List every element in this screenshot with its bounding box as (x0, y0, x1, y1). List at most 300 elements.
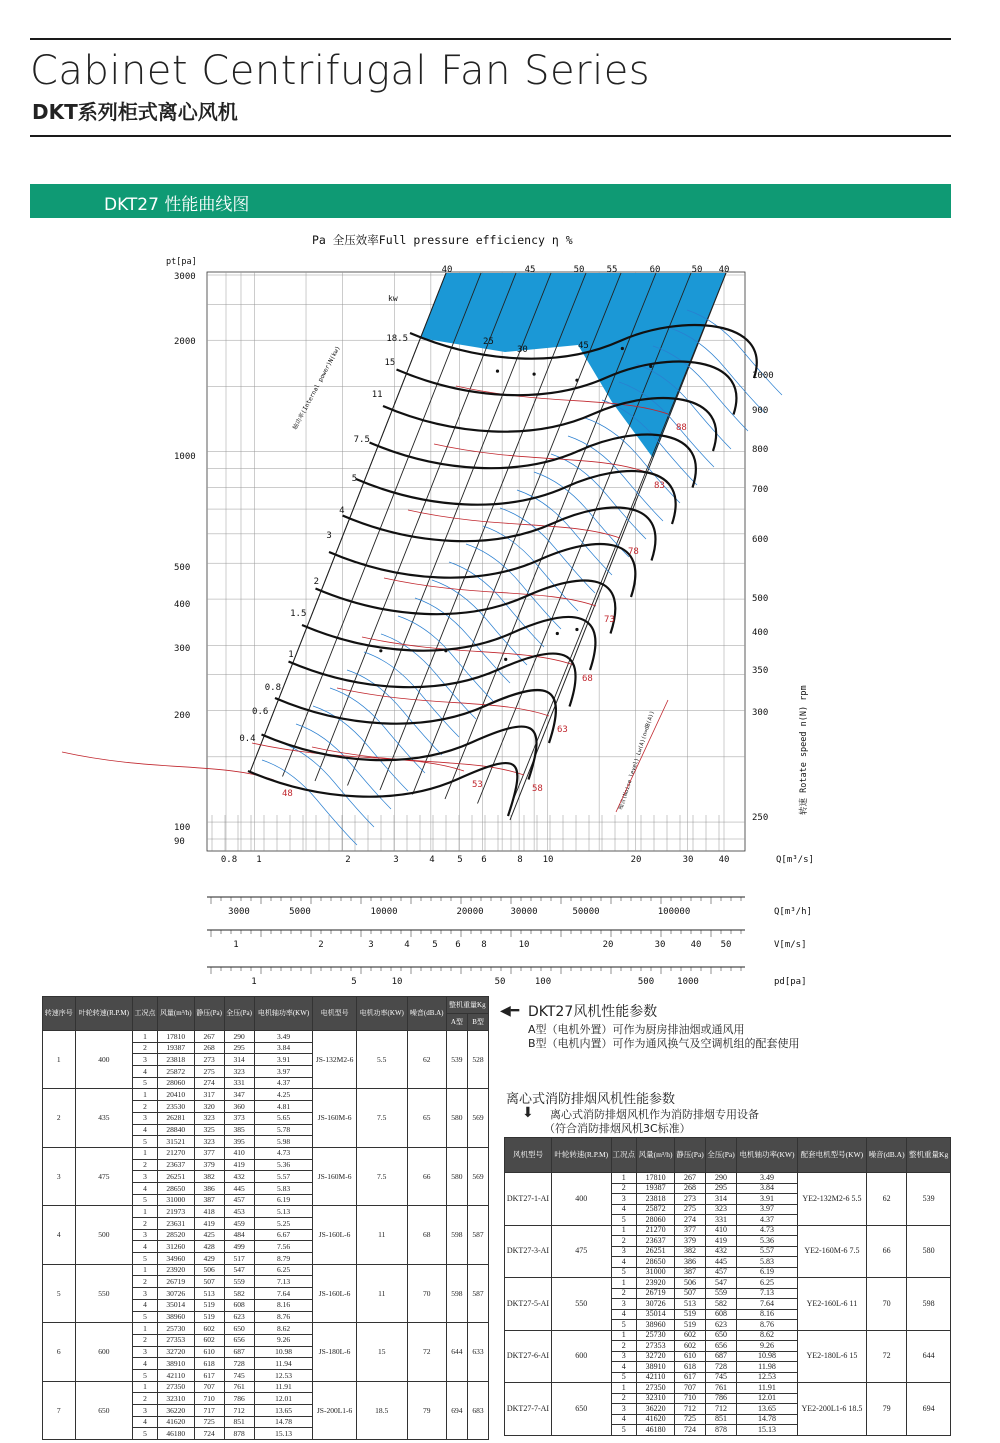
table-cell: 14.78 (254, 1416, 313, 1428)
table-cell: 5.36 (737, 1236, 798, 1247)
table-row (43, 1147, 489, 1159)
table-cell: 2 (133, 1218, 158, 1230)
table-cell: 5.57 (737, 1246, 798, 1257)
table-row (43, 1089, 489, 1101)
table-header-cell: 整机重量Kg (907, 1138, 951, 1173)
efficiency-contour-label: 73 (604, 615, 615, 625)
table-row (505, 1225, 951, 1236)
table-cell: 38960 (157, 1311, 194, 1323)
speed-curve (275, 690, 556, 743)
table-cell: 275 (675, 1204, 706, 1215)
table-cell: 499 (224, 1241, 254, 1253)
scale-tick-label: 5 (351, 977, 357, 987)
table-cell: 4.37 (254, 1077, 313, 1089)
table-cell: 712 (706, 1404, 737, 1415)
table-cell: 547 (706, 1278, 737, 1289)
table-cell: 4 (133, 1182, 158, 1194)
weight-b-cell: 587 (468, 1206, 489, 1264)
table-cell: 5 (611, 1425, 637, 1436)
power-value-label: 5 (351, 474, 358, 484)
table-cell: 2 (611, 1393, 637, 1404)
table-cell: 387 (675, 1267, 706, 1278)
table-cell: 27350 (637, 1383, 675, 1394)
table-cell: 602 (675, 1330, 706, 1341)
efficiency-contour-label: 58 (532, 784, 543, 794)
speed-no-cell: 5 (43, 1264, 76, 1322)
scale-tick-label: 5 (432, 940, 438, 950)
table-header-row (505, 1138, 951, 1173)
title-bottom-rule (30, 135, 951, 137)
table-cell: 1 (133, 1089, 158, 1101)
motor-power-cell: 11 (356, 1206, 407, 1264)
table-cell: 2 (133, 1042, 158, 1054)
table-cell: 3.97 (254, 1066, 313, 1078)
power-line (551, 454, 646, 539)
table-header-row (43, 997, 489, 1014)
table-cell: 27350 (157, 1381, 194, 1393)
table-subheader-cell: B型 (468, 1014, 489, 1031)
table-cell: 28840 (157, 1124, 194, 1136)
x-tick-label: 4 (429, 855, 435, 865)
table-cell: 373 (224, 1112, 254, 1124)
smoke-fan-performance-table (504, 1137, 951, 1436)
scale-unit: V[m/s] (774, 940, 807, 950)
table-cell: 1 (611, 1173, 637, 1184)
noise-cell: 62 (866, 1173, 906, 1226)
y-tick-label: 300 (174, 644, 191, 654)
table-cell: 31000 (157, 1194, 194, 1206)
x-tick-label: 20 (630, 855, 642, 865)
table-cell: 6.19 (254, 1194, 313, 1206)
scale-tick-label: 100 (534, 977, 552, 987)
table-cell: 610 (675, 1351, 706, 1362)
table-cell: 10.98 (737, 1351, 798, 1362)
table-cell: 761 (224, 1381, 254, 1393)
table-cell: 268 (194, 1042, 224, 1054)
motor-cell: YE2-180L-6 15 (797, 1330, 866, 1383)
table-cell: 379 (675, 1236, 706, 1247)
table-cell: 2 (133, 1393, 158, 1405)
table-cell: 1 (133, 1264, 158, 1276)
scale-tick-label: 5000 (289, 907, 311, 917)
x-tick-label: 30 (682, 855, 694, 865)
speed-curve-point (504, 658, 507, 661)
table-cell: 46180 (157, 1428, 194, 1440)
efficiency-contour (362, 637, 574, 665)
model-cell: DKT27-1-AI (505, 1173, 552, 1226)
motor-cell: YE2-132M2-6 5.5 (797, 1173, 866, 1226)
table-cell: 23530 (157, 1101, 194, 1113)
table-cell: 5 (133, 1136, 158, 1148)
noise-cell: 70 (407, 1264, 446, 1322)
power-value-label: 3 (326, 531, 332, 541)
table-cell: 418 (194, 1206, 224, 1218)
motor-cell: JS-180L-6 (313, 1323, 356, 1381)
motor-cell: YE2-160M-6 7.5 (797, 1225, 866, 1278)
table-cell: 12.01 (737, 1393, 798, 1404)
speed-tick-label: 800 (752, 445, 769, 455)
table-cell: 15.13 (254, 1428, 313, 1440)
table-cell: 41620 (637, 1414, 675, 1425)
x-tick-label: 6 (481, 855, 487, 865)
scale-tick-label: 30000 (510, 907, 538, 917)
table-cell: 725 (675, 1414, 706, 1425)
dkt27-arrow-icon: ◀━ (500, 1003, 520, 1019)
table-header-cell: 静压(Pa) (194, 997, 224, 1031)
speed-no-cell: 2 (43, 1089, 76, 1147)
table-cell: 6.67 (254, 1229, 313, 1241)
efficiency-contour-label: 63 (557, 725, 568, 735)
table-cell: 42110 (637, 1372, 675, 1383)
table-cell: 26251 (637, 1246, 675, 1257)
table-cell: 5 (611, 1372, 637, 1383)
table-cell: 23637 (157, 1159, 194, 1171)
table-cell: 745 (224, 1369, 254, 1381)
efficiency-top-tick: 60 (649, 265, 661, 275)
table-cell: 385 (224, 1124, 254, 1136)
speed-curve-point (575, 379, 578, 382)
noise-cell: 66 (407, 1147, 446, 1205)
table-cell: 5 (133, 1369, 158, 1381)
table-cell: 432 (224, 1171, 254, 1183)
table-cell: 274 (675, 1215, 706, 1226)
table-cell: 4.73 (254, 1147, 313, 1159)
table-row (505, 1278, 951, 1289)
table-cell: 12.01 (254, 1393, 313, 1405)
table-cell: 1 (133, 1031, 158, 1043)
weight-b-cell: 587 (468, 1264, 489, 1322)
rpm-cell: 550 (551, 1278, 611, 1331)
table-cell: 11.98 (737, 1362, 798, 1373)
weight-cell: 644 (907, 1330, 951, 1383)
y-tick-label: 3000 (174, 272, 196, 282)
table-cell: 2 (611, 1341, 637, 1352)
weight-b-cell: 528 (468, 1031, 489, 1089)
rpm-cell: 600 (75, 1323, 133, 1381)
model-cell: DKT27-6-AI (505, 1330, 552, 1383)
table-cell: 547 (224, 1264, 254, 1276)
power-value-label: 0.6 (252, 707, 269, 717)
table-cell: 519 (675, 1309, 706, 1320)
speed-curve-point (444, 649, 447, 652)
table-cell: 347 (224, 1089, 254, 1101)
table-cell: 507 (194, 1276, 224, 1288)
table-cell: 5.25 (254, 1218, 313, 1230)
table-cell: 25872 (157, 1066, 194, 1078)
chart-power-lines (262, 310, 782, 845)
table-cell: 3 (133, 1405, 158, 1417)
table-cell: 5 (133, 1311, 158, 1323)
weight-b-cell: 569 (468, 1147, 489, 1205)
table-cell: 11.94 (254, 1358, 313, 1370)
table-cell: 320 (194, 1101, 224, 1113)
table-cell: 32310 (637, 1393, 675, 1404)
table-cell: 38910 (637, 1362, 675, 1373)
table-cell: 26281 (157, 1112, 194, 1124)
table-cell: 3.84 (254, 1042, 313, 1054)
table-header-cell: 整机重量Kg (446, 997, 488, 1014)
motor-cell: JS-132M2-6 (313, 1031, 356, 1089)
table-cell: 11.91 (737, 1383, 798, 1394)
table-cell: 623 (706, 1320, 737, 1331)
table-cell: 1 (133, 1381, 158, 1393)
noise-cell: 65 (407, 1089, 446, 1147)
table-cell: 9.26 (254, 1334, 313, 1346)
motor-cell: JS-160L-6 (313, 1264, 356, 1322)
table-cell: 4 (133, 1299, 158, 1311)
table-header-cell: 风量(m³/h) (637, 1138, 675, 1173)
table-cell: 3 (133, 1054, 158, 1066)
table-cell: 323 (194, 1136, 224, 1148)
speed-curve (302, 617, 595, 670)
table-cell: 395 (224, 1136, 254, 1148)
table-header-cell: 配套电机型号(KW) (797, 1138, 866, 1173)
table-cell: 4 (133, 1124, 158, 1136)
table-cell: 25730 (637, 1330, 675, 1341)
noise-cell: 70 (866, 1278, 906, 1331)
table-row (505, 1173, 951, 1184)
weight-a-cell: 539 (446, 1031, 467, 1089)
table-cell: 23920 (157, 1264, 194, 1276)
table-cell: 36220 (157, 1405, 194, 1417)
table-cell: 453 (224, 1206, 254, 1218)
weight-cell: 598 (907, 1278, 951, 1331)
noise-cell: 68 (407, 1206, 446, 1264)
table-cell: 786 (224, 1393, 254, 1405)
table-header-cell: 叶轮转速(R.P.M) (551, 1138, 611, 1173)
table-cell: 5.13 (254, 1206, 313, 1218)
table-cell: 26719 (157, 1276, 194, 1288)
table-cell: 5 (611, 1215, 637, 1226)
power-value-label: 4 (339, 506, 345, 516)
table-cell: 26251 (157, 1171, 194, 1183)
table-cell: 425 (194, 1229, 224, 1241)
scale-tick-label: 500 (637, 977, 655, 987)
table-cell: 28060 (157, 1077, 194, 1089)
table-cell: 4 (611, 1414, 637, 1425)
table-cell: 3 (133, 1288, 158, 1300)
y-tick-label: 100 (174, 823, 191, 833)
motor-power-cell: 15 (356, 1323, 407, 1381)
table-row (43, 1031, 489, 1043)
table-cell: 21270 (637, 1225, 675, 1236)
table-cell: 506 (675, 1278, 706, 1289)
table-cell: 728 (224, 1358, 254, 1370)
table-cell: 786 (706, 1393, 737, 1404)
smoke-fan-title: 离心式消防排烟风机性能参数 (506, 1092, 676, 1107)
table-cell: 5 (611, 1320, 637, 1331)
table-cell: 7.64 (254, 1288, 313, 1300)
table-cell: 38960 (637, 1320, 675, 1331)
power-unit-label: kw (388, 294, 398, 303)
efficiency-top-tick: 45 (524, 265, 536, 275)
table-cell: 323 (194, 1112, 224, 1124)
table-cell: 10.98 (254, 1346, 313, 1358)
x-tick-label: 10 (542, 855, 554, 865)
scale-tick-label: 6 (455, 940, 461, 950)
speed-curve-point (379, 649, 382, 652)
rpm-cell: 650 (551, 1383, 611, 1436)
power-line (313, 706, 408, 791)
speed-tick-label: 700 (752, 485, 769, 495)
rpm-cell: 400 (75, 1031, 133, 1089)
weight-a-cell: 580 (446, 1089, 467, 1147)
table-cell: 519 (675, 1320, 706, 1331)
table-cell: 419 (224, 1159, 254, 1171)
efficiency-contour-label: 83 (654, 481, 665, 491)
table-cell: 268 (675, 1183, 706, 1194)
inner-efficiency-label: 25 (483, 337, 494, 347)
table-cell: 26719 (637, 1288, 675, 1299)
rpm-cell: 435 (75, 1089, 133, 1147)
noise-axis-arrow (616, 700, 668, 812)
scale-unit: pd[pa] (774, 977, 807, 987)
noise-axis-label: 噪音(Noise level) Lw(A)(n=dB(A)) (618, 710, 656, 811)
power-value-label: 1.5 (290, 609, 307, 619)
motor-cell: YE2-160L-6 11 (797, 1278, 866, 1331)
table-cell: 851 (706, 1414, 737, 1425)
speed-tick-label: 500 (752, 594, 769, 604)
rpm-cell: 650 (75, 1381, 133, 1439)
efficiency-contour-label: 48 (282, 789, 293, 799)
motor-cell: JS-160M-6 (313, 1089, 356, 1147)
table-cell: 459 (224, 1218, 254, 1230)
table-cell: 5.65 (254, 1112, 313, 1124)
model-cell: DKT27-5-AI (505, 1278, 552, 1331)
noise-cell: 79 (866, 1383, 906, 1436)
table-header-cell: 静压(Pa) (675, 1138, 706, 1173)
table-cell: 608 (224, 1299, 254, 1311)
speed-curve (329, 544, 635, 597)
table-cell: 618 (675, 1362, 706, 1373)
table-cell: 32720 (157, 1346, 194, 1358)
chart-top-label: Pa 全压效率Full pressure efficiency η % (312, 233, 573, 247)
table-cell: 7.56 (254, 1241, 313, 1253)
scale-tick-label: 20000 (456, 907, 484, 917)
speed-curve-point (556, 632, 559, 635)
table-cell: 4 (133, 1358, 158, 1370)
table-cell: 878 (706, 1425, 737, 1436)
table-cell: 656 (224, 1334, 254, 1346)
power-value-label: 15 (384, 358, 396, 368)
inner-efficiency-label: 45 (578, 341, 589, 351)
table-cell: 25730 (157, 1323, 194, 1335)
table-cell: 519 (194, 1299, 224, 1311)
table-cell: 5.78 (254, 1124, 313, 1136)
table-cell: 710 (675, 1393, 706, 1404)
table-cell: 19387 (637, 1183, 675, 1194)
table-cell: 2 (133, 1334, 158, 1346)
table-cell: 707 (194, 1381, 224, 1393)
power-axis-note: 轴功率(Internal power)N(kw) (291, 344, 342, 431)
efficiency-contour (337, 688, 549, 716)
table-header-cell: 风机型号 (505, 1138, 552, 1173)
table-cell: 457 (224, 1194, 254, 1206)
table-cell: 623 (224, 1311, 254, 1323)
table-header-cell: 工况点 (133, 997, 158, 1031)
table-cell: 717 (194, 1405, 224, 1417)
rpm-cell: 500 (75, 1206, 133, 1264)
table-cell: 602 (194, 1323, 224, 1335)
table-cell: 8.62 (737, 1330, 798, 1341)
table-cell: 17810 (157, 1031, 194, 1043)
table-row (43, 1264, 489, 1276)
table-cell: 3 (611, 1194, 637, 1205)
page-title-en: Cabinet Centrifugal Fan Series (30, 48, 651, 94)
table-cell: 25872 (637, 1204, 675, 1215)
dkt27-params-title: DKT27风机性能参数 (528, 1004, 658, 1020)
table-cell: 8.79 (254, 1253, 313, 1265)
scale-tick-label: 3000 (228, 907, 250, 917)
scale-tick-label: 8 (481, 940, 487, 950)
speed-tick-label: 350 (752, 666, 769, 676)
rpm-cell: 550 (75, 1264, 133, 1322)
weight-cell: 539 (907, 1173, 951, 1226)
noise-cell: 72 (866, 1330, 906, 1383)
scale-tick-label: 10 (518, 940, 530, 950)
table-header-cell: 叶轮转速(R.P.M) (75, 997, 133, 1031)
table-cell: 728 (706, 1362, 737, 1373)
y-tick-label: 500 (174, 563, 191, 573)
page-title-cn: DKT系列柜式离心风机 (32, 100, 238, 124)
x-tick-label: 8 (517, 855, 523, 865)
table-cell: 1 (133, 1323, 158, 1335)
table-cell: 851 (224, 1416, 254, 1428)
table-cell: 386 (675, 1257, 706, 1268)
table-cell: 4 (611, 1309, 637, 1320)
efficiency-top-tick: 50 (691, 265, 703, 275)
table-cell: 12.53 (737, 1372, 798, 1383)
scale-tick-label: 2 (318, 940, 324, 950)
table-cell: 377 (675, 1225, 706, 1236)
rpm-cell: 600 (551, 1330, 611, 1383)
table-cell: 386 (194, 1182, 224, 1194)
table-cell: 377 (194, 1147, 224, 1159)
table-cell: 30726 (157, 1288, 194, 1300)
table-cell: 8.76 (254, 1311, 313, 1323)
speed-tick-label: 250 (752, 813, 769, 823)
table-cell: 2 (133, 1101, 158, 1113)
table-cell: 3.49 (254, 1031, 313, 1043)
y-tick-label: 400 (174, 600, 191, 610)
table-cell: 30726 (637, 1299, 675, 1310)
table-row (43, 1206, 489, 1218)
dkt27-note-a: A型（电机外置）可作为厨房排油烟或通风用 (528, 1023, 745, 1036)
table-header-cell: 电机型号 (313, 997, 356, 1031)
dkt27-note-b: B型（电机内置）可作为通风换气及空调机组的配套使用 (528, 1037, 800, 1050)
speed-tick-label: 900 (752, 406, 769, 416)
table-header-cell: 噪音(dB.A) (866, 1138, 906, 1173)
x-tick-label: 1 (256, 855, 262, 865)
table-cell: 2 (133, 1159, 158, 1171)
table-cell: 13.65 (254, 1405, 313, 1417)
table-cell: 1 (611, 1330, 637, 1341)
table-cell: 1 (133, 1206, 158, 1218)
table-header-cell: 电机轴功率(KW) (737, 1138, 798, 1173)
table-cell: 32310 (157, 1393, 194, 1405)
table-cell: 325 (194, 1124, 224, 1136)
table-cell: 7.13 (254, 1276, 313, 1288)
table-cell: 428 (194, 1241, 224, 1253)
motor-power-cell: 18.5 (356, 1381, 407, 1439)
weight-cell: 580 (907, 1225, 951, 1278)
table-cell: 559 (706, 1288, 737, 1299)
table-cell: 323 (706, 1204, 737, 1215)
section-band (30, 184, 951, 218)
rpm-cell: 475 (551, 1225, 611, 1278)
speed-curve-point (496, 370, 499, 373)
smoke-fan-line2: （符合消防排烟风机3C标准） (544, 1122, 691, 1135)
